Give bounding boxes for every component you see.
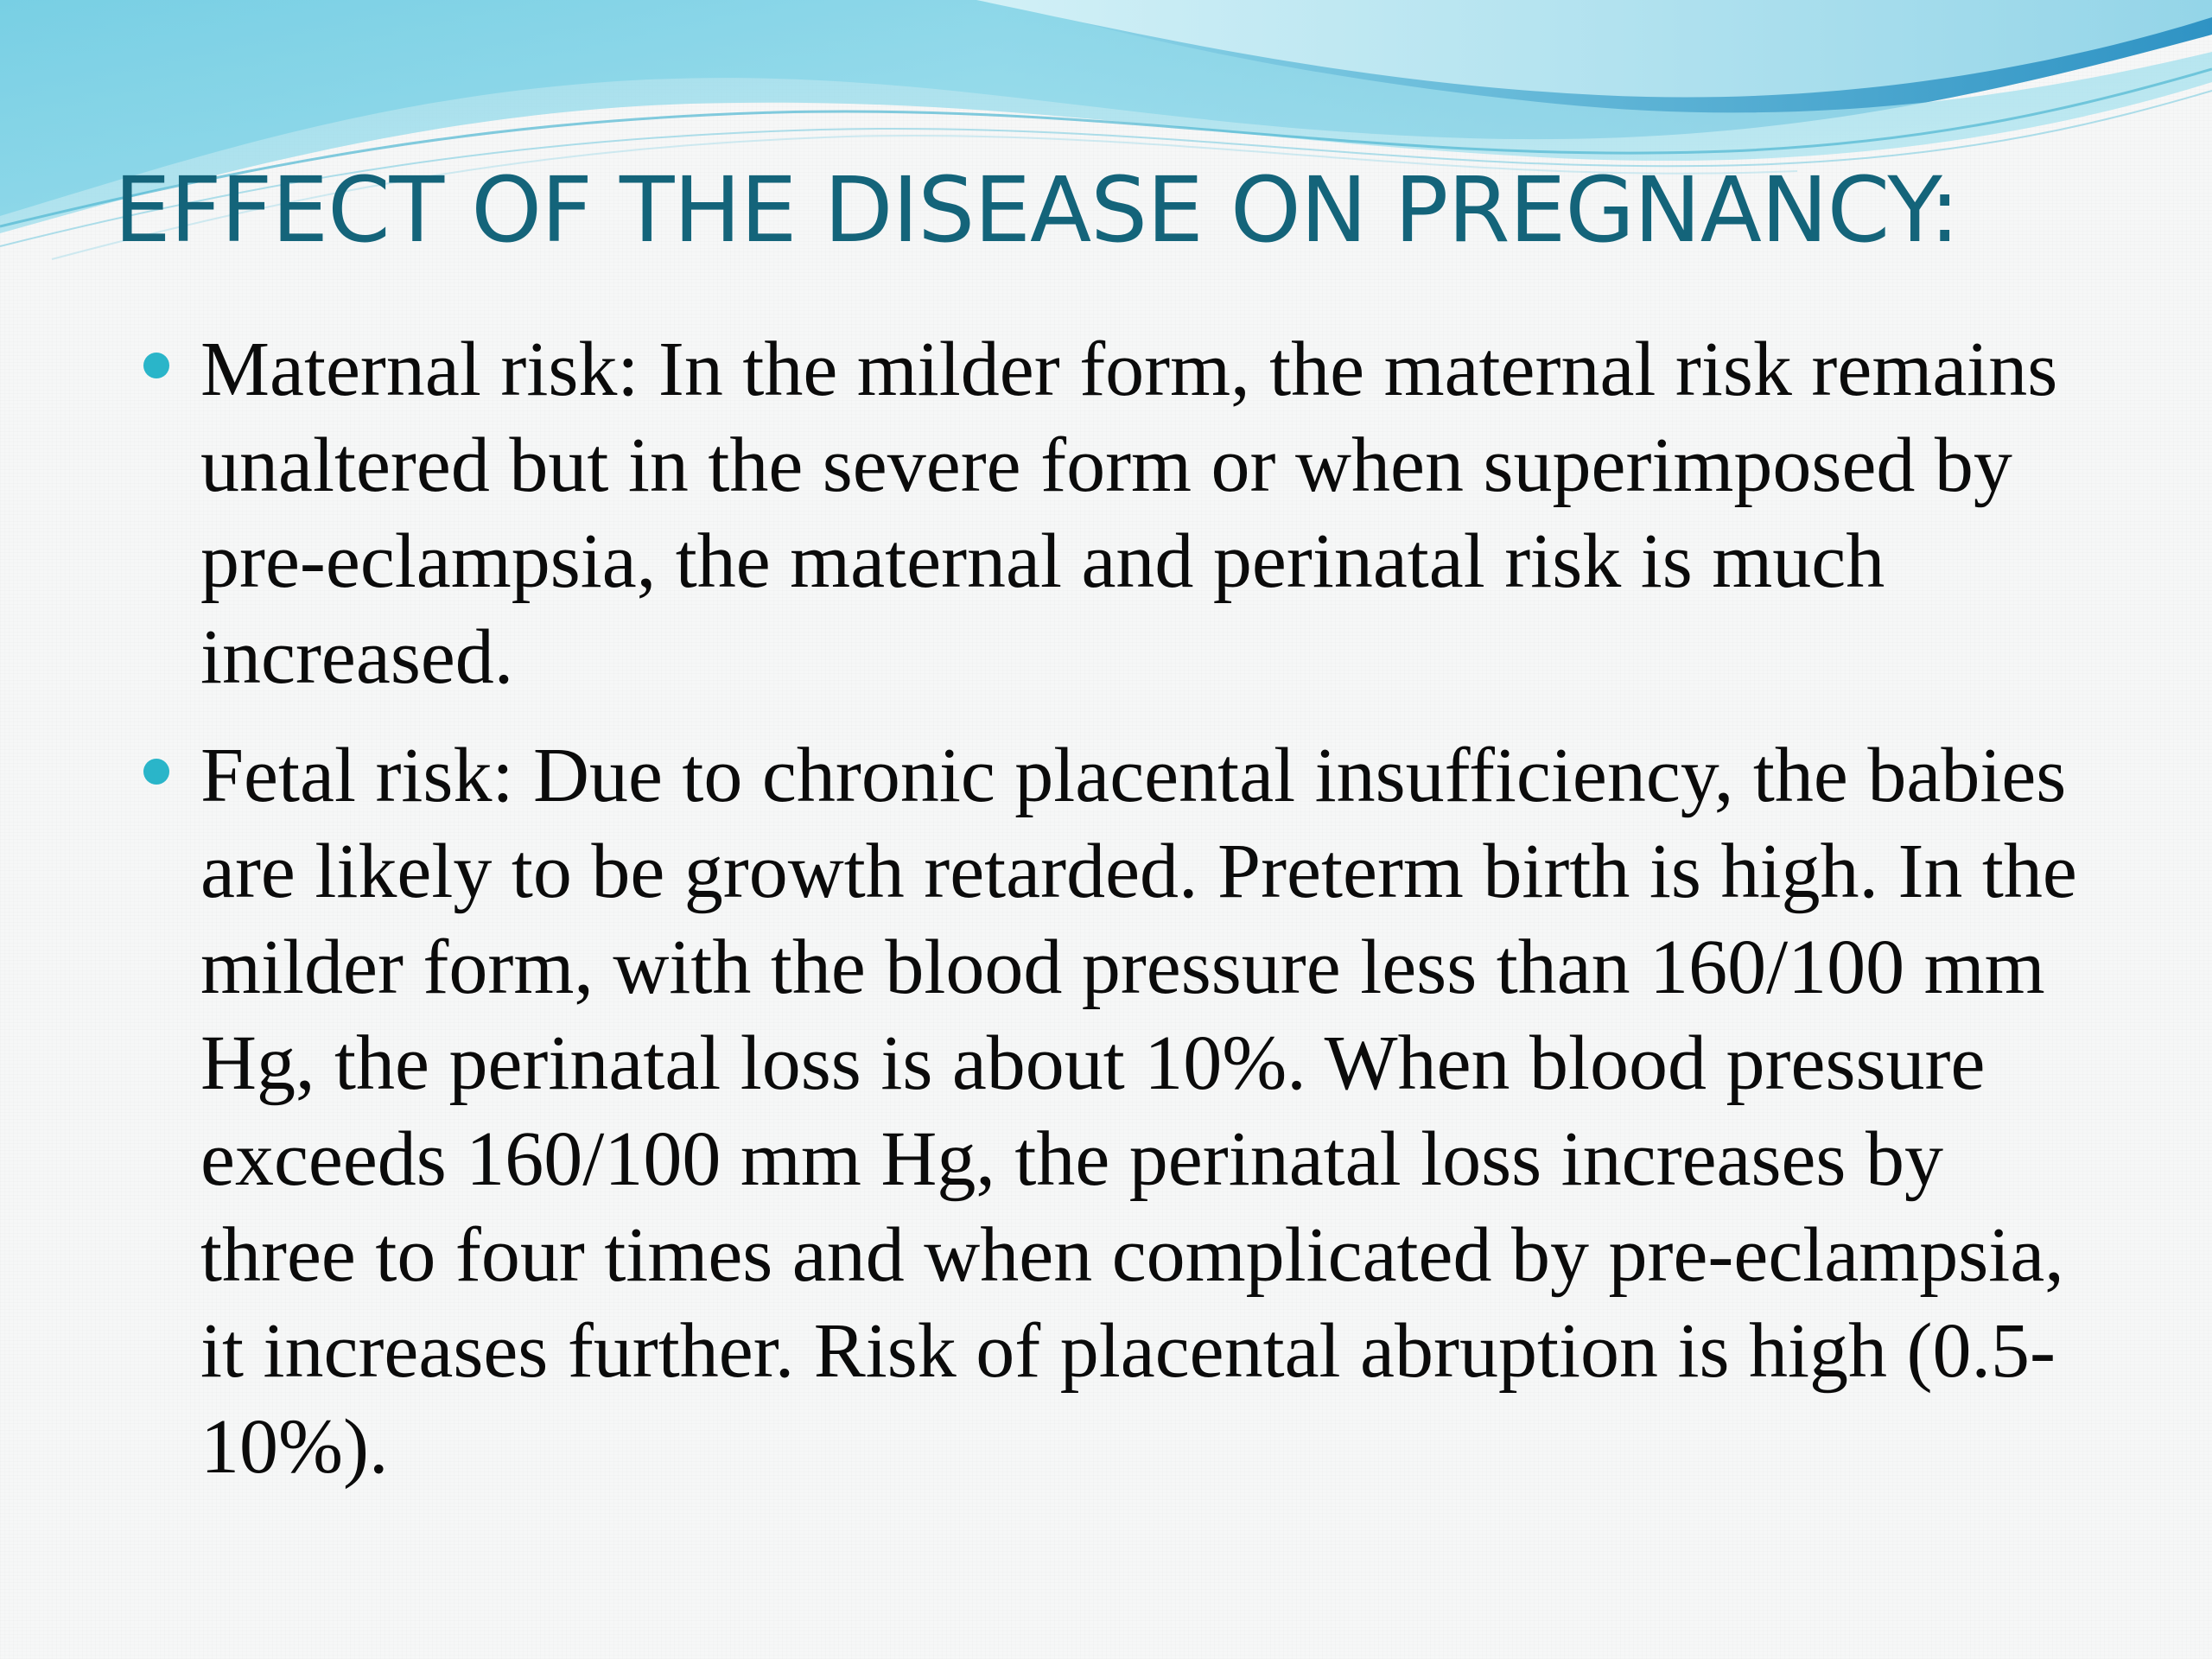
bullet-dot-icon — [143, 759, 169, 785]
bullet-text: Maternal risk: In the milder form, the maternal risk remains unaltered but in the severe form or when superimposed by pre-eclampsia, the maternal and perinatal risk is much increased. — [200, 327, 2058, 700]
bullet-item-fetal-risk — [142, 728, 2112, 1495]
bullet-list — [142, 321, 2112, 1517]
bullet-text: Fetal risk: Due to chronic placental insufficiency, the babies are likely to be growth retarded. Preterm birth is high. In the milder form, with the blood pressure less than 160/100 mm Hg, the perinatal loss is about 10%. When blood pressure exceeds 160/100 mm Hg, the perinatal loss increases by three to four times and when complicated by pre-eclampsia, it increases further. Risk of placental abruption is high (0.5-10%). — [200, 733, 2077, 1490]
bullet-dot-icon — [143, 353, 169, 378]
slide-title: EFFECT OF THE DISEASE ON PREGNANCY: — [114, 157, 1960, 263]
bullet-item-maternal-risk — [142, 321, 2112, 705]
